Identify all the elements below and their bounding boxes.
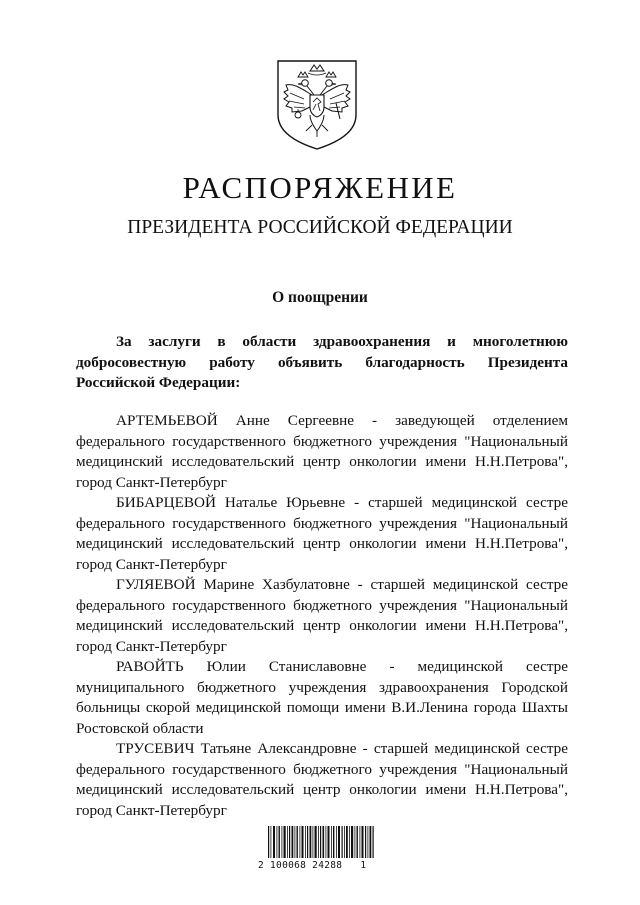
russian-coat-of-arms-icon [270,57,364,151]
intro-text: За заслуги в области здравоохранения и многолетнюю добросовестную работу объявить благодарность Президента Российской Федерации: [76,333,568,391]
document-heading: О поощрении [272,289,368,306]
barcode-number: 2 100068 24288 1 [258,860,367,871]
awardee-entry: ТРУСЕВИЧ Татьяне Александровне - старшей медицинской сестре федерального государственного бюджетного учреждения "Национальный медицинский исследовательский центр онкологии имени Н.Н.Петрова", город Санкт-Петербург [76,740,568,819]
document-barcode [258,818,398,878]
intro-paragraph [76,332,568,394]
barcode-icon [266,824,376,860]
awardee-entry: БИБАРЦЕВОЙ Наталье Юрьевне - старшей медицинской сестре федерального государственного бюджетного учреждения "Национальный медицинский исследовательский центр онкологии имени Н.Н.Петрова", город Санкт-Петербург [76,494,568,573]
issuer-subtitle: ПРЕЗИДЕНТА РОССИЙСКОЙ ФЕДЕРАЦИИ [127,217,513,238]
awardee-entry: АРТЕМЬЕВОЙ Анне Сергеевне - заведующей отделением федерального государственного бюджетного учреждения "Национальный медицинский исследовательский центр онкологии имени Н.Н.Петрова", город Санкт-Петербург [76,412,568,491]
awardee-entry: ГУЛЯЕВОЙ Марине Хазбулатовне - старшей медицинской сестре федерального государственного бюджетного учреждения "Национальный медицинский исследовательский центр онкологии имени Н.Н.Петрова", город Санкт-Петербург [76,576,568,655]
document-type-title: РАСПОРЯЖЕНИЕ [182,170,458,205]
awardee-list [76,411,568,821]
awardee-entry: РАВОЙТЬ Юлии Станиславовне - медицинской сестре муниципального бюджетного учреждения здравоохранения Городской больницы скорой медицинской помощи имени В.И.Ленина города Шахты Ростовской области [76,658,568,737]
